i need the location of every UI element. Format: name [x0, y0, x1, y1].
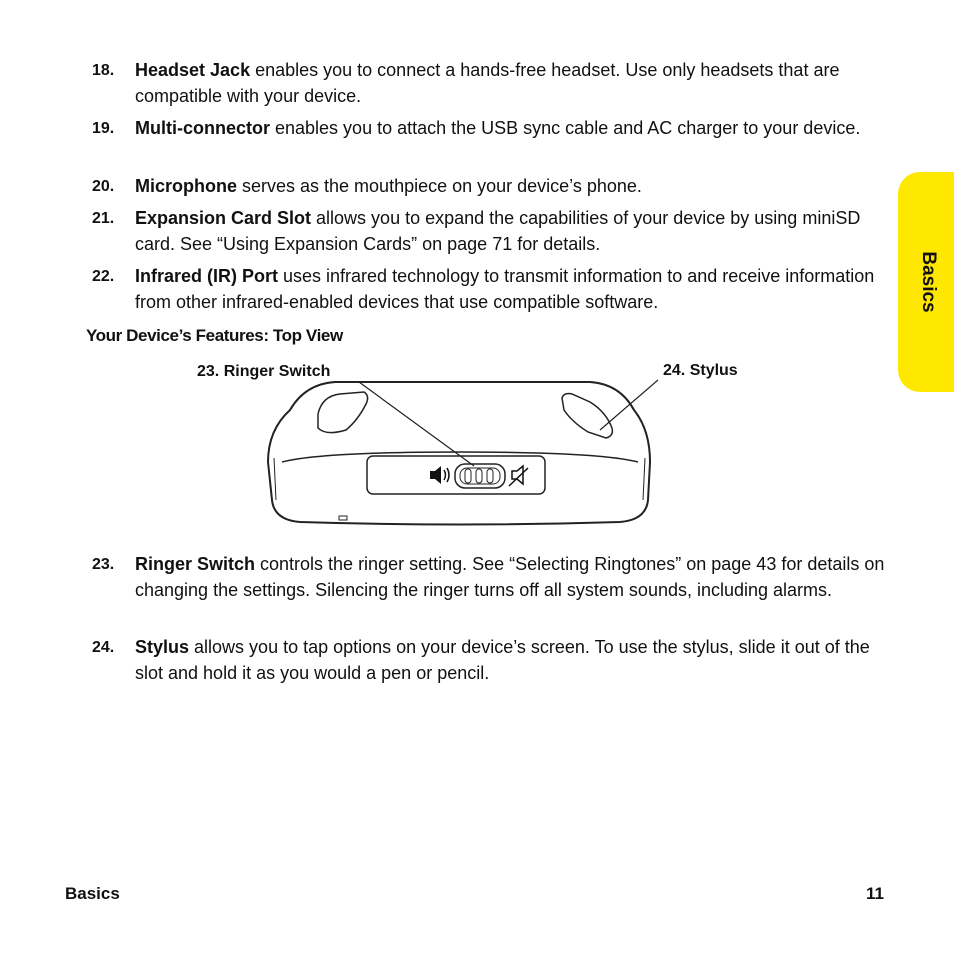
item-term: Multi-connector: [135, 118, 270, 138]
section-subheading: Your Device’s Features: Top View: [86, 326, 343, 345]
item-text: [135, 206, 895, 257]
item-text: [135, 116, 895, 142]
footer-section-name: Basics: [65, 884, 120, 903]
bottom-port: [339, 516, 347, 520]
item-number: 21.: [92, 210, 115, 227]
item-text: [135, 264, 895, 315]
item-text: [135, 174, 895, 200]
item-description: allows you to expand the capabilities of your device by using miniSD card. See “Using Expansion Cards” on page 71 for details.: [135, 208, 861, 254]
item-description: uses infrared technology to transmit information to and receive information from other infrared-enabled devices that use compatible software.: [135, 266, 875, 312]
item-term: Infrared (IR) Port: [135, 266, 279, 286]
item-term: Microphone: [135, 176, 237, 196]
item-number: 23.: [92, 556, 115, 573]
item-text: [135, 635, 895, 686]
ringer-switch-toggle[interactable]: [455, 464, 505, 488]
side-tab-label: Basics: [918, 251, 939, 313]
item-term: Expansion Card Slot: [135, 208, 312, 228]
item-text: [135, 552, 895, 603]
item-term: Ringer Switch: [135, 554, 256, 574]
callout-ringer-switch: 23. Ringer Switch: [197, 363, 331, 380]
device-top-view-illustration: [260, 370, 660, 532]
item-number: 19.: [92, 120, 115, 137]
item-text: [135, 58, 895, 109]
item-term: Stylus: [135, 637, 190, 657]
item-description: allows you to tap options on your device’s screen. To use the stylus, slide it out of the slot and hold it as you would a pen or pencil.: [135, 637, 870, 683]
footer-page-number: 11: [866, 884, 884, 903]
item-description: controls the ringer setting. See “Selecting Ringtones” on page 43 for details on changing the settings. Silencing the ringer turns off all system sounds, including alarms.: [135, 554, 885, 600]
item-number: 24.: [92, 639, 115, 656]
section-side-tab: [898, 172, 954, 392]
item-number: 22.: [92, 268, 115, 285]
item-number: 18.: [92, 62, 115, 79]
item-number: 20.: [92, 178, 115, 195]
item-description: enables you to connect a hands-free headset. Use only headsets that are compatible with your device.: [135, 60, 840, 106]
item-description: serves as the mouthpiece on your device’s phone.: [237, 176, 642, 196]
callout-stylus: 24. Stylus: [663, 362, 738, 379]
item-term: Headset Jack: [135, 60, 251, 80]
item-description: enables you to attach the USB sync cable and AC charger to your device.: [270, 118, 861, 138]
